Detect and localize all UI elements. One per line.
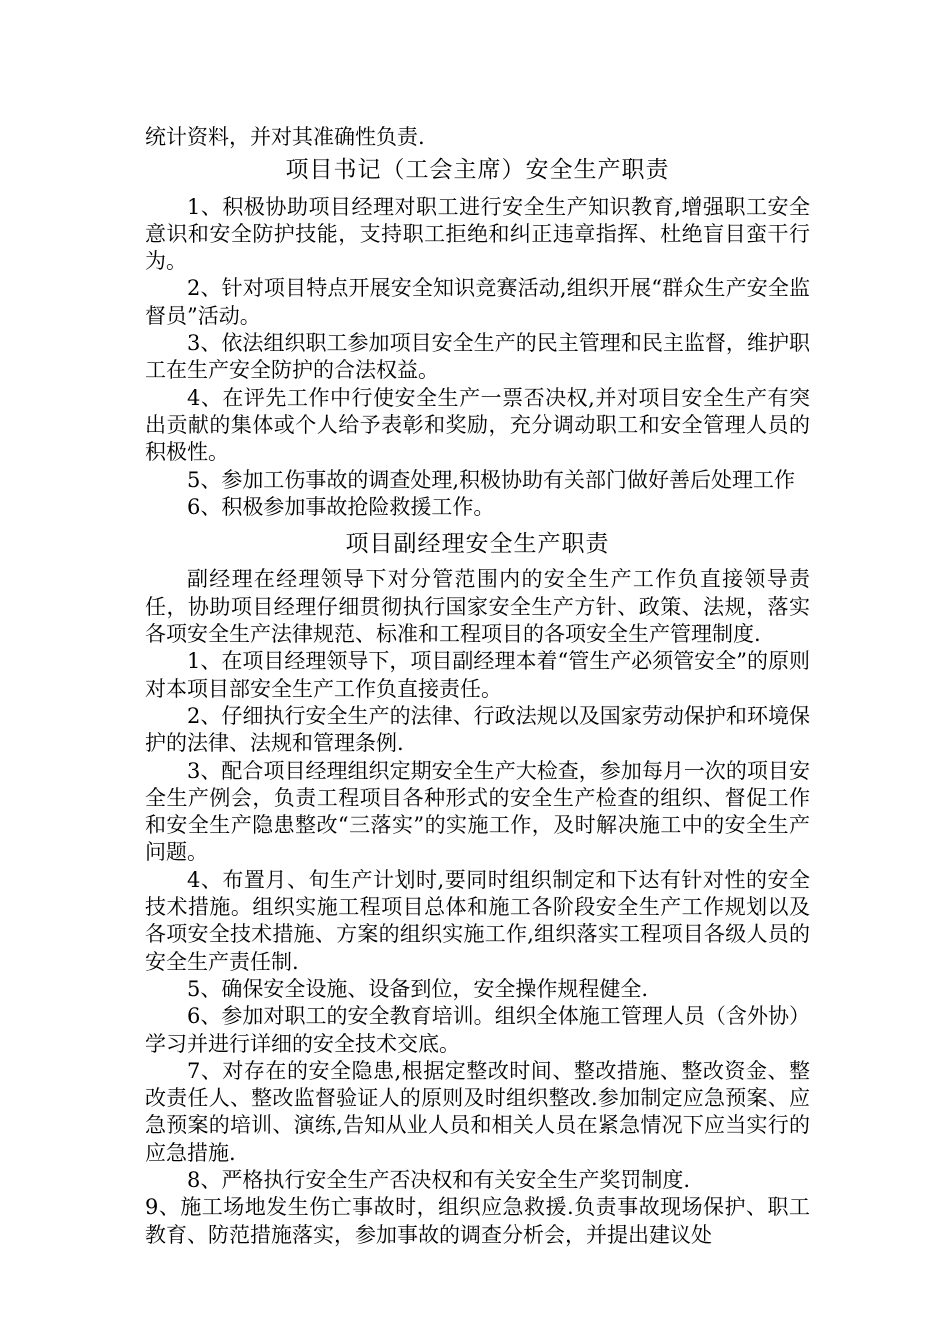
document-page <box>145 124 810 1249</box>
paragraph: 6、参加对职工的安全教育培训。组织全体施工管理人员（含外协）学习并进行详细的安全技术交底。 <box>145 1004 810 1056</box>
paragraph: 1、在项目经理领导下，项目副经理本着“管生产必须管安全”的原则对本项目部安全生产工作负直接责任。 <box>145 649 810 701</box>
paragraph: 8、严格执行安全生产否决权和有关安全生产奖罚制度. <box>187 1167 691 1192</box>
paragraph: 2、针对项目特点开展安全知识竞赛活动,组织开展“群众生产安全监督员”活动。 <box>145 276 810 328</box>
paragraph: 7、对存在的安全隐患,根据定整改时间、整改措施、整改资金、整改责任人、整改监督验证人的原则及时组织整改.参加制定应急预案、应急预案的培训、演练,告知从业人员和相关人员在紧急情况下应当实行的应急措施. <box>145 1058 810 1165</box>
paragraph: 1、积极协助项目经理对职工进行安全生产知识教育,增强职工安全意识和安全防护技能，支持职工拒绝和纠正违章指挥、杜绝盲目蛮干行为。 <box>145 194 810 274</box>
paragraph: 5、参加工伤事故的调查处理,积极协助有关部门做好善后处理工作 <box>187 467 796 492</box>
paragraph: 3、依法组织职工参加项目安全生产的民主管理和民主监督，维护职工在生产安全防护的合法权益。 <box>145 331 810 383</box>
paragraph: 4、布置月、旬生产计划时,要同时组织制定和下达有针对性的安全技术措施。组织实施工程项目总体和施工各阶段安全生产工作规划以及各项安全技术措施、方案的组织实施工作,组织落实工程项目各级人员的安全生产责任制. <box>145 867 810 974</box>
section-title-deputy-manager: 项目副经理安全生产职责 <box>345 531 610 558</box>
paragraph: 副经理在经理领导下对分管范围内的安全生产工作负直接领导责任，协助项目经理仔细贯彻执行国家安全生产方针、政策、法规，落实各项安全生产法律规范、标准和工程项目的各项安全生产管理制度. <box>145 567 810 647</box>
paragraph: 5、确保安全设施、设备到位，安全操作规程健全. <box>187 976 649 1001</box>
paragraph: 6、积极参加事故抢险救援工作。 <box>187 494 495 519</box>
section-title-project-secretary: 项目书记（工会主席）安全生产职责 <box>285 157 670 184</box>
lead-fragment: 统计资料，并对其准确性负责. <box>145 125 425 149</box>
paragraph: 3、配合项目经理组织定期安全生产大检查，参加每月一次的项目安全生产例会，负责工程项目各种形式的安全生产检查的组织、督促工作和安全生产隐患整改“三落实”的实施工作，及时解决施工中的安全生产问题。 <box>145 758 810 865</box>
paragraph-unindented: 9、施工场地发生伤亡事故时，组织应急救援.负责事故现场保护、职工教育、防范措施落实，参加事故的调查分析会，并提出建议处 <box>145 1195 810 1247</box>
paragraph: 4、在评先工作中行使安全生产一票否决权,并对项目安全生产有突出贡献的集体或个人给予表彰和奖励，充分调动职工和安全管理人员的积极性。 <box>145 385 810 465</box>
paragraph: 2、仔细执行安全生产的法律、行政法规以及国家劳动保护和环境保护的法律、法规和管理条例. <box>145 703 810 756</box>
